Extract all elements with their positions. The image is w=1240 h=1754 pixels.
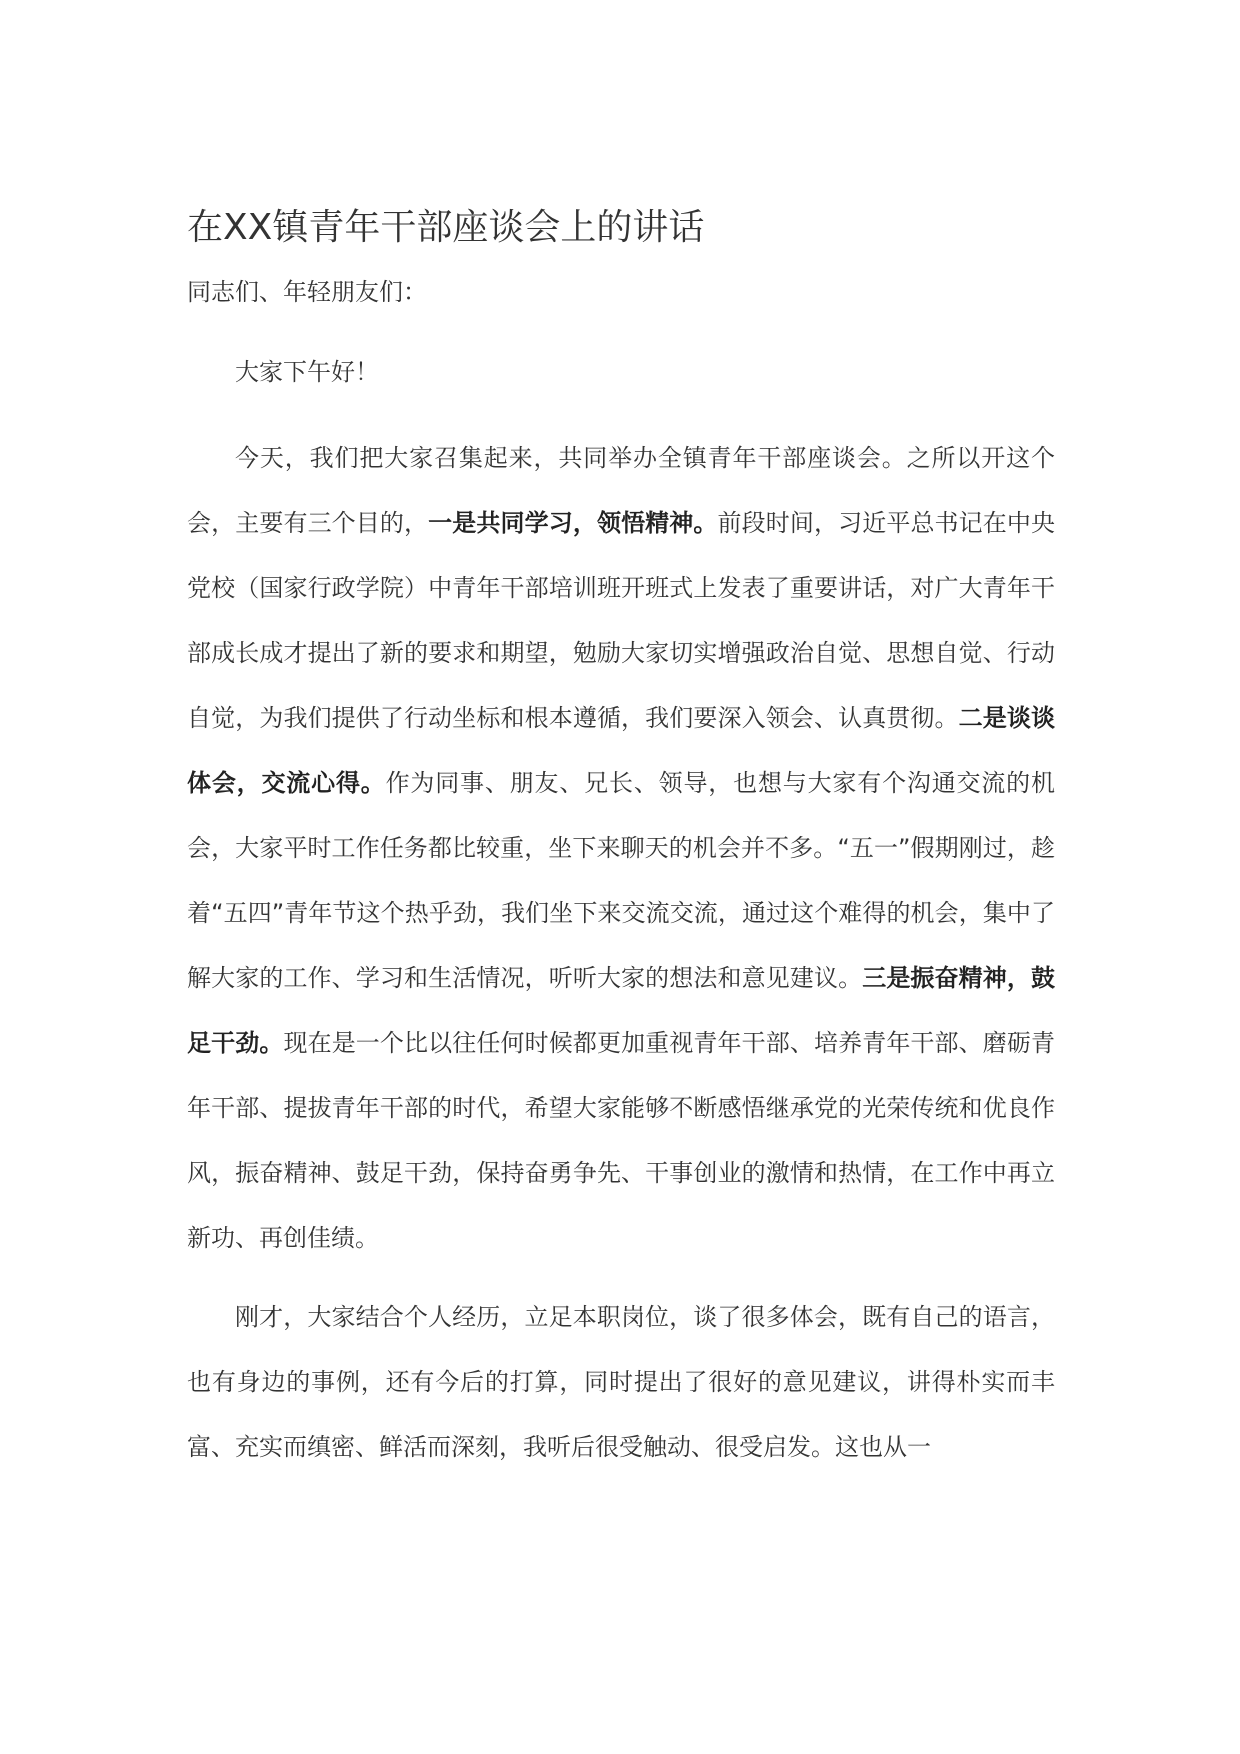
bold-point-two: 二是谈谈体会，交流心得。 — [187, 704, 1055, 797]
paragraph-purposes — [187, 426, 1055, 1271]
bold-point-one: 一是共同学习，领悟精神。 — [428, 509, 718, 537]
paragraph-text: 作为同事、朋友、兄长、领导，也想与大家有个沟通交流的机会，大家平时工作任务都比较重，坐下来聊天的机会并不多。“五一”假期刚过，趁着“五四”青年节这个热乎劲，我们坐下来交流交流，通过这个难得的机会，集中了解大家的工作、学习和生活情况，听听大家的想法和意见建议。 — [187, 769, 1056, 992]
paragraph-text: 前段时间，习近平总书记在中央党校（国家行政学院）中青年干部培训班开班式上发表了重要讲话，对广大青年干部成长成才提出了新的要求和期望，勉励大家切实增强政治自觉、思想自觉、行动自觉，为我们提供了行动坐标和根本遵循，我们要深入领会、认真贯彻。 — [187, 509, 1056, 732]
paragraph-text: 现在是一个比以往任何时候都更加重视青年干部、培养青年干部、磨砺青年干部、提拔青年干部的时代，希望大家能够不断感悟继承党的光荣传统和优良作风，振奋精神、鼓足干劲，保持奋勇争先、干事创业的激情和热情，在工作中再立新功、再创佳绩。 — [187, 1029, 1056, 1252]
paragraph-feedback: 刚才，大家结合个人经历，立足本职岗位，谈了很多体会，既有自己的语言，也有身边的事例，还有今后的打算，同时提出了很好的意见建议，讲得朴实而丰富、充实而缜密、鲜活而深刻，我听后很受触动、很受启发。这也从一 — [187, 1303, 1055, 1461]
page-title: 在XX镇青年干部座谈会上的讲话 — [187, 207, 705, 248]
bold-point-three: 三是振奋精神，鼓足干劲。 — [187, 964, 1056, 1057]
salutation: 同志们、年轻朋友们： — [187, 278, 427, 306]
paragraph-text: 今天，我们把大家召集起来，共同举办全镇青年干部座谈会。之所以开这个会，主要有三个目的， — [187, 444, 1055, 537]
document-page — [187, 200, 1055, 1494]
greeting-paragraph: 大家下午好！ — [235, 358, 379, 386]
